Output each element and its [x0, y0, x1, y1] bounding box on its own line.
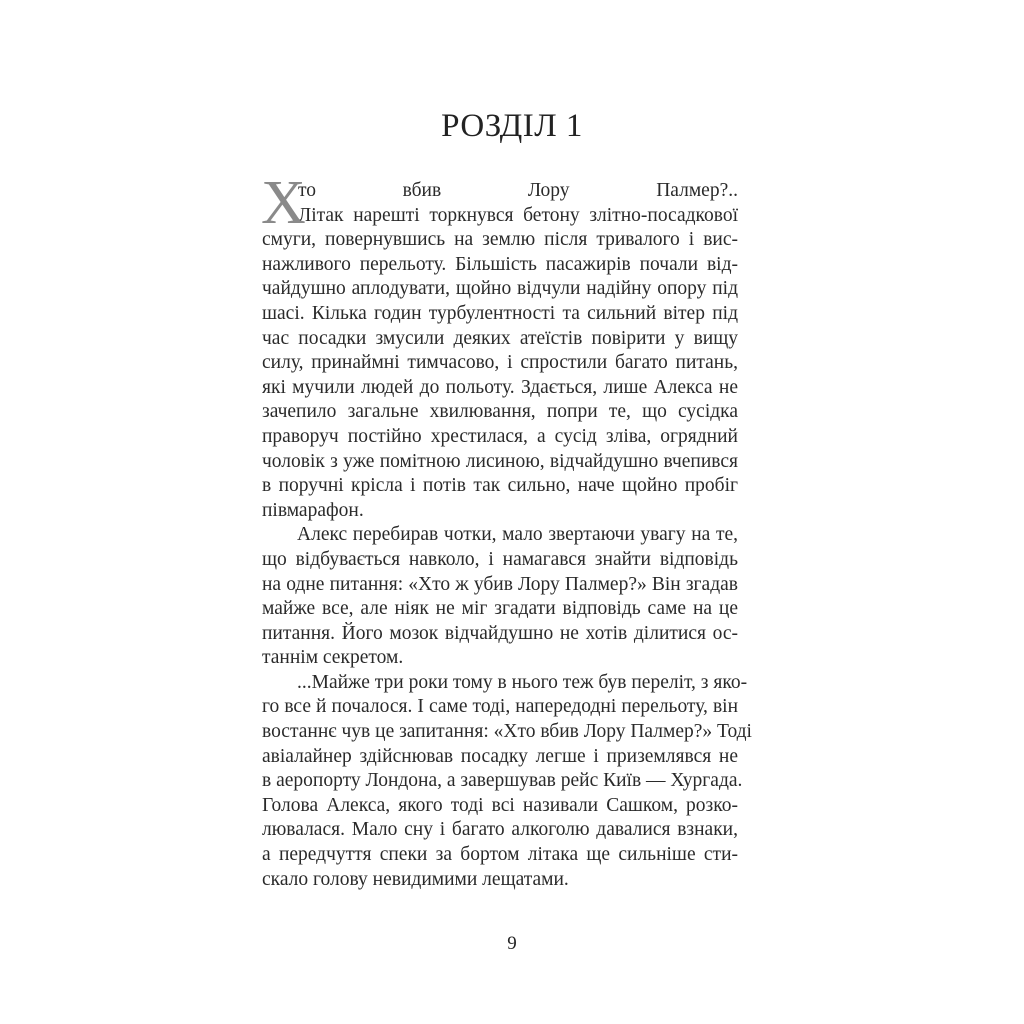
text-line: в аеропорту Лондона, а завершував рейс Київ — Хургада. [262, 770, 743, 792]
text-line: то вбив Лору Палмер?.. [298, 180, 738, 201]
text-line: що відбувається навколо, і намагався знайти відповідь [262, 548, 738, 570]
drop-cap: Х [261, 169, 306, 237]
text-line: час посадки змусили деяких атеїстів повірити у вищу [262, 327, 738, 349]
text-line: праворуч постійно хрестилася, а сусід зліва, огрядний [262, 425, 738, 447]
text-line: питання. Його мозок відчайдушно не хотів ділитися ос- [262, 622, 738, 644]
text-line: які мучили людей до польоту. Здається, лише Алекса не [262, 376, 738, 398]
text-line: лювалася. Мало сну і багато алкоголю давалися взнаки, [262, 819, 738, 841]
text-line: смуги, повернувшись на землю після тривалого і вис- [262, 229, 738, 251]
text-line: шасі. Кілька годин турбулентності та сильний вітер під [262, 302, 738, 324]
text-line: нажливого перельоту. Більшість пасажирів почали від- [262, 253, 738, 275]
text-line: скало голову невидимими лещатами. [262, 868, 569, 890]
text-line: в поручні крісла і потів так сильно, наче щойно пробіг [262, 475, 738, 497]
text-line: чайдушно аплодувати, щойно відчули надійну опору під [262, 278, 738, 300]
page-number: 9 [507, 933, 517, 954]
text-line: чоловік з уже помітною лисиною, відчайдушно вчепився [262, 450, 738, 472]
text-line: авіалайнер здійснював посадку легше і приземлявся не [262, 745, 738, 767]
text-line: майже все, але ніяк не міг згадати відповідь саме на це [262, 598, 738, 620]
text-line: Алекс перебирав чотки, мало звертаючи увагу на те, [297, 524, 738, 546]
text-line: на одне питання: «Хто ж убив Лору Палмер?» Він згадав [262, 573, 738, 595]
text-line: таннім секретом. [262, 647, 404, 669]
text-line: силу, принаймні тимчасово, і спростили багато питань, [262, 352, 738, 374]
text-line: востаннє чув це запитання: «Хто вбив Лору Палмер?» Тоді [262, 721, 752, 743]
text-line: го все й почалося. І саме тоді, напередодні перельоту, він [262, 696, 738, 718]
chapter-title: РОЗДІЛ 1 [441, 108, 583, 144]
text-line: зачепило загальне хвилювання, попри те, що сусідка [262, 401, 738, 423]
body-text [261, 169, 752, 892]
text-line: Літак нарешті торкнувся бетону злітно-посадкової [298, 204, 738, 226]
text-line: Голова Алекса, якого тоді всі називали Сашком, розко- [262, 794, 738, 816]
text-line: ...Майже три роки тому в нього теж був переліт, з яко- [297, 671, 748, 693]
text-line: а передчуття спеки за бортом літака ще сильніше сти- [262, 844, 738, 866]
text-line: півмарафон. [262, 499, 364, 521]
